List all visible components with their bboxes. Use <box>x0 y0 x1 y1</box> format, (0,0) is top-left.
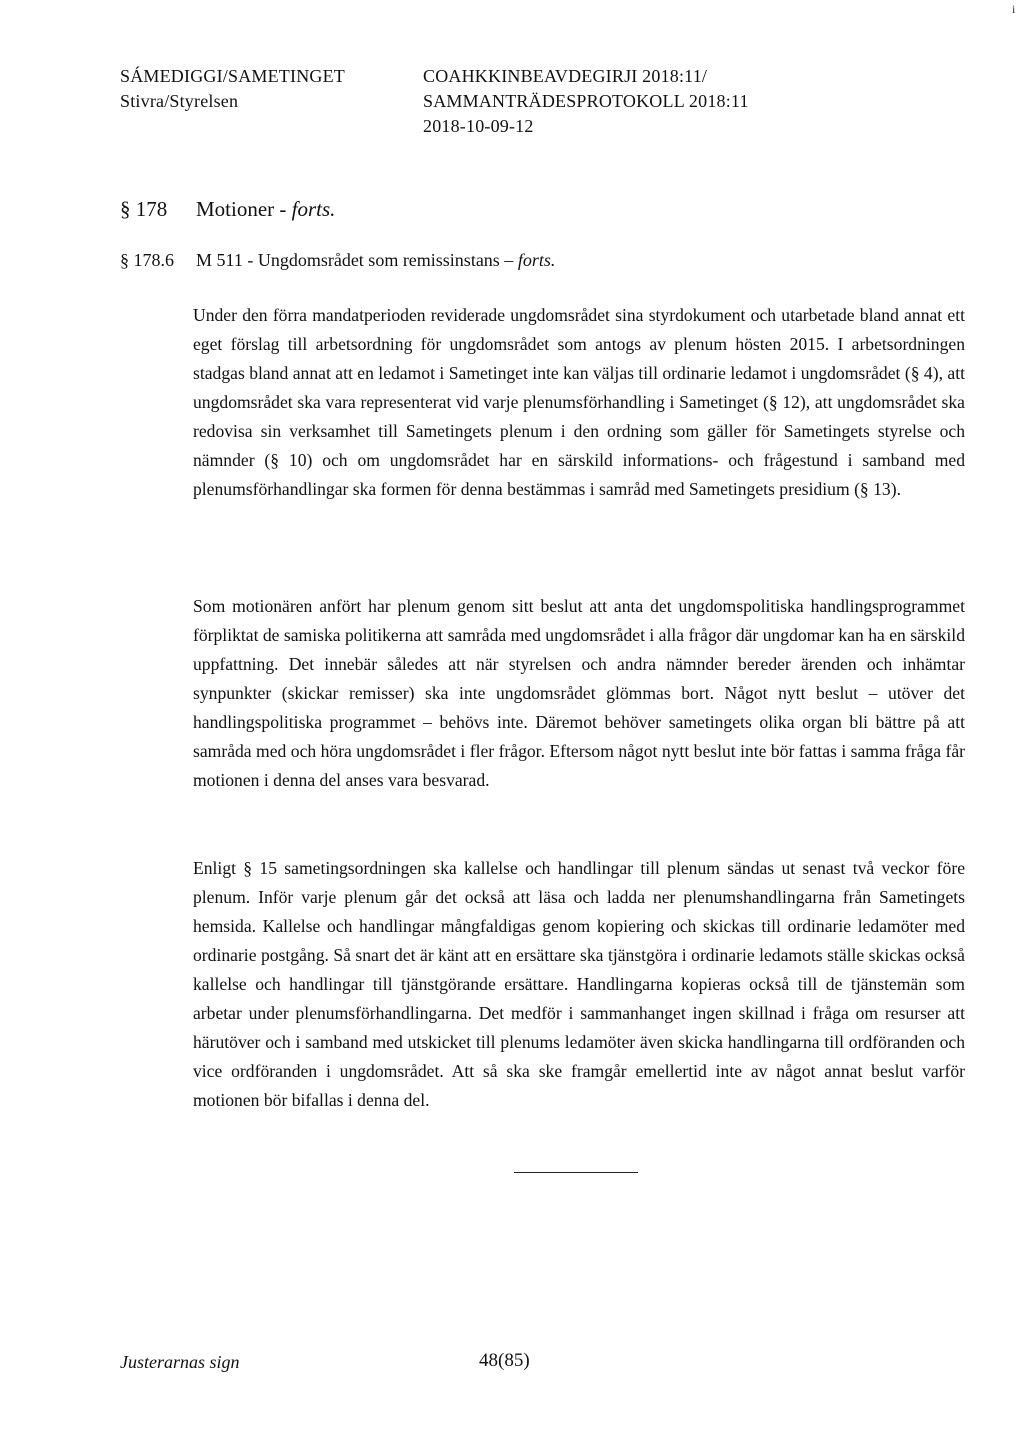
body-paragraph-3: Enligt § 15 sametingsordningen ska kallelse och handlingar till plenum sändas ut senast två veckor före plenum. Inför varje plenum går det också att läsa och ladda ner plenumshandlingarna från Sametingets hemsida. Kallelse och handlingar mångfaldigas genom kopiering och skickas till ordinarie ledamöter med ordinarie postgång. Så snart det är känt att en ersättare ska tjänstgöra i ordinarie ledamots ställe skickas också kallelse och handlingar till tjänstgörande ersättare. Handlingarna kopieras också till de tjänstemän som arbetar under plenumsförhandlingarna. Det medför i sammanhanget ingen skillnad i fråga om resurser att härutöver och i samband med utskicket till plenums ledamöter även skicka handlingarna till ordföranden och vice ordföranden i ungdomsrådet. Att så ska ske framgår emellertid inte av något annat beslut varför motionen bör bifallas i denna del. <box>193 858 965 1110</box>
section-title: Motioner - <box>196 197 292 221</box>
header-department: Stivra/Styrelsen <box>120 91 239 111</box>
subsection-title: M 511 - Ungdomsrådet som remissinstans – <box>196 250 518 270</box>
end-separator-line <box>514 1172 638 1173</box>
body-paragraph-2: Som motionären anfört har plenum genom sitt beslut att anta det ungdomspolitiska handlingsprogrammet förpliktat de samiska politikerna att samråda med ungdomsrådet i alla frågor där ungdomar kan ha en särskild uppfattning. Det innebär således att när styrelsen och andra nämnder bereder ärenden och inhämtar synpunkter (skickar remisser) ska inte ungdomsrådet glömmas bort. Något nytt beslut – utöver det handlingspolitiska programmet – behövs inte. Däremot behöver sametingets olika organ bli bättre på att samråda med och höra ungdomsrådet i fler frågor. Eftersom något nytt beslut inte bör fattas i samma fråga får motionen i denna del anses vara besvarad. <box>193 596 965 790</box>
section-heading-178-6 <box>120 250 555 271</box>
header-left <box>120 64 345 114</box>
footer-signature-label: Justerarnas sign <box>120 1352 240 1372</box>
body-paragraph-1: Under den förra mandatperioden reviderade ungdomsrådet sina styrdokument och utarbetade bland annat ett eget förslag till arbetsordning för ungdomsrådet som antogs av plenum hösten 2015. I arbetsordningen stadgas bland annat att en ledamot i Sametinget inte kan väljas till ordinarie ledamot i ungdomsrådet (§ 4), att ungdomsrådet ska vara representerat vid varje plenumsförhandling i Sametinget (§ 12), att ungdomsrådet ska redovisa sin verksamhet till Sametingets plenum i den ordning som gäller för Sametingets styrelse och nämnder (§ 10) och om ungdomsrådet har en särskild informations- och frågestund i samband med plenumsförhandlingar ska formen för denna bestämmas i samråd med Sametingets presidium (§ 13). <box>193 305 965 499</box>
corner-mark: i <box>1012 2 1016 16</box>
section-title-forts: forts. <box>291 197 336 221</box>
section-heading-178 <box>120 197 335 222</box>
header-right <box>423 64 749 139</box>
header-protocol-sami: COAHKKINBEAVDEGIRJI 2018:11/ <box>423 66 708 86</box>
header-date: 2018-10-09-12 <box>423 116 534 136</box>
header-protocol-swedish: SAMMANTRÄDESPROTOKOLL 2018:11 <box>423 91 749 111</box>
section-number: § 178 <box>120 197 168 221</box>
header-organization: SÁMEDIGGI/SAMETINGET <box>120 66 345 86</box>
subsection-title-forts: forts. <box>517 250 556 270</box>
footer-page-number: 48(85) <box>479 1350 530 1371</box>
subsection-number: § 178.6 <box>120 250 174 270</box>
